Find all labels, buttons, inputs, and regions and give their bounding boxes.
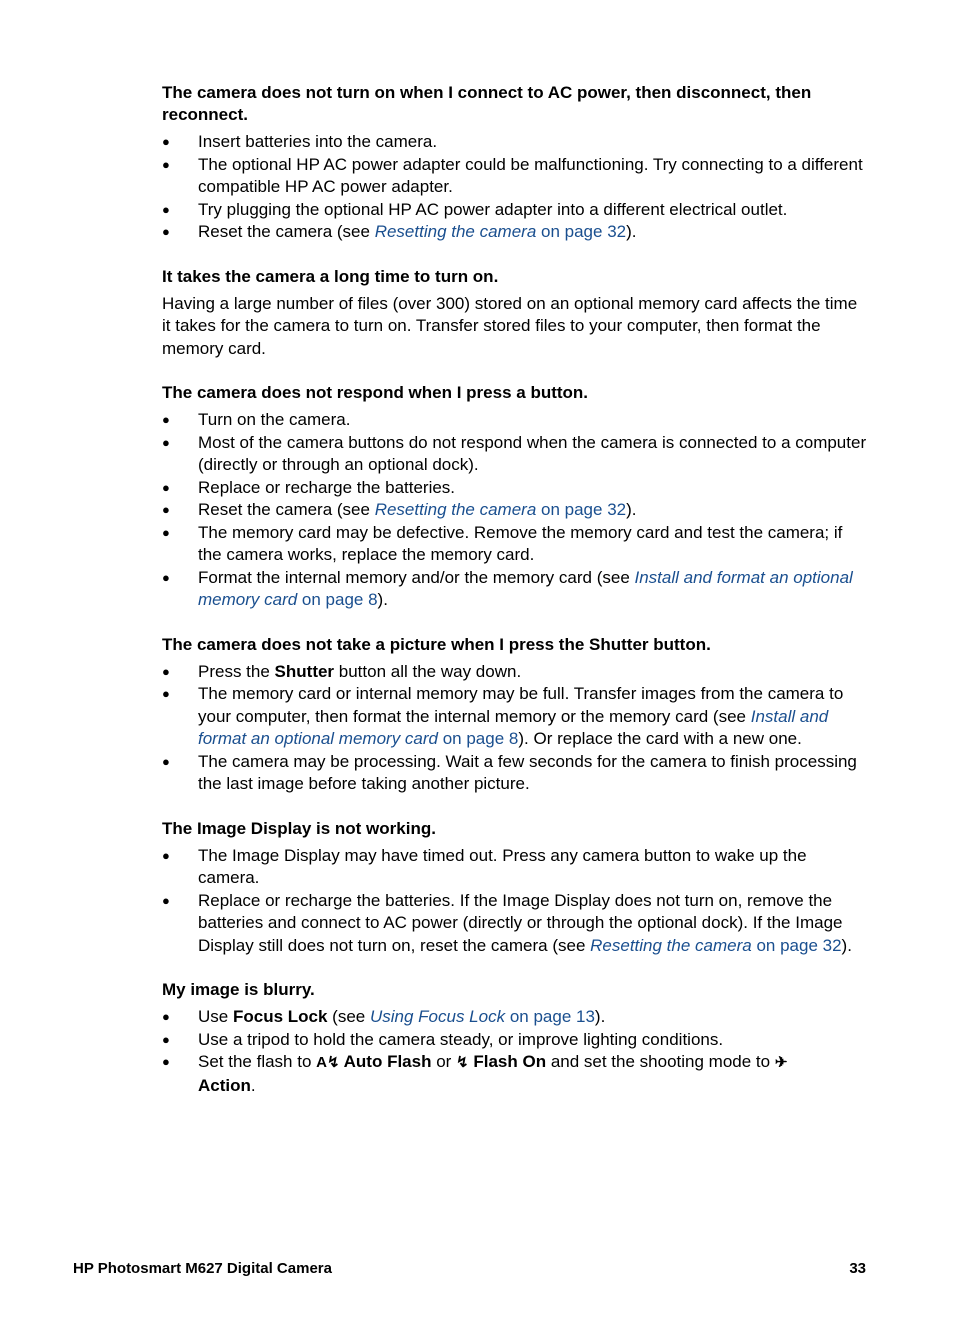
bullet-icon: ● [162, 434, 170, 450]
section-blurry-image [162, 979, 868, 1097]
bullet-icon: ● [162, 479, 170, 495]
section-no-picture [162, 634, 868, 796]
list-item: ● Most of the camera buttons do not respond when the camera is connected to a computer (directly or through an optional dock). [162, 432, 867, 474]
list-item: ● The memory card may be defective. Remove the memory card and test the camera; if the camera works, replace the memory card. [162, 522, 843, 564]
bullet-icon: ● [162, 134, 170, 149]
bullet-list [162, 131, 868, 244]
bullet-list [162, 661, 868, 796]
page-content [162, 82, 868, 1119]
footer-title: HP Photosmart M627 Digital Camera [73, 1260, 332, 1277]
list-item: ● Use a tripod to hold the camera steady, or improve lighting conditions. [162, 1029, 868, 1052]
install-format-card-link[interactable]: Install and format an optional memory card on page 8 [198, 567, 853, 609]
bullet-list [162, 845, 868, 958]
bullet-icon: ● [162, 663, 170, 679]
list-item: ● The memory card or internal memory may be full. Transfer images from the camera to your computer, then format the internal memory or the memory card (see Install and format an optional memory card on page 8). Or replace the card with a new one. [162, 684, 844, 748]
list-item: ● The camera may be processing. Wait a few seconds for the camera to finish processing the last image before taking another picture. [162, 751, 857, 793]
install-format-card-link[interactable]: Install and format an optional memory card on page 8 [198, 706, 829, 748]
list-item: ● Press the Shutter button all the way down. [162, 661, 868, 684]
flash-on-icon: ↯ [456, 1054, 469, 1071]
bullet-icon: ● [162, 892, 170, 908]
bullet-icon: ● [162, 1009, 170, 1024]
section-no-button-response [162, 382, 868, 612]
list-item: ● The Image Display may have timed out. Press any camera button to wake up the camera. [162, 845, 807, 887]
page-footer [73, 1260, 866, 1277]
bullet-icon: ● [162, 412, 170, 427]
resetting-camera-link[interactable]: Resetting the camera on page 32 [374, 500, 627, 519]
list-item: ● The optional HP AC power adapter could be malfunctioning. Try connecting to a different compatible HP AC power adapter. [162, 154, 863, 196]
bullet-list [162, 1006, 868, 1097]
section-heading: The Image Display is not working. [162, 818, 436, 838]
section-ac-power [162, 82, 868, 244]
bullet-icon: ● [162, 156, 170, 172]
list-item: ● Replace or recharge the batteries. If the Image Display does not turn on, remove the batteries and connect to AC power (directly or through the optional dock). If the Image Display still does not turn on, reset the camera (see Resetting the camera on page 32). [162, 890, 852, 955]
section-slow-startup [162, 266, 868, 361]
list-item: ● Format the internal memory and/or the memory card (see Install and format an optional memory card on page 8). [162, 567, 853, 609]
resetting-camera-link[interactable]: Resetting the camera on page 32 [590, 935, 842, 955]
section-heading: The camera does not turn on when I connect to AC power, then disconnect, then reconnect. [162, 83, 812, 124]
bullet-icon: ● [162, 1054, 170, 1069]
action-mode-icon: ✈ [774, 1054, 788, 1071]
section-heading: The camera does not respond when I press a button. [162, 383, 589, 402]
list-item: ● Insert batteries into the camera. [162, 131, 868, 154]
list-item: ● Use Focus Lock (see Using Focus Lock on page 13). [162, 1006, 868, 1029]
section-paragraph: Having a large number of files (over 300) stored on an optional memory card affects the time it takes for the camera to turn on. Transfer stored files to your computer, then format the memory card. [162, 293, 858, 358]
resetting-camera-link[interactable]: Resetting the camera on page 32 [374, 222, 627, 241]
list-item: ● Reset the camera (see Resetting the camera on page 32). [162, 221, 868, 244]
list-item: ● Reset the camera (see Resetting the camera on page 32). [162, 499, 868, 522]
bullet-icon: ● [162, 569, 170, 585]
list-item: ● Try plugging the optional HP AC power adapter into a different electrical outlet. [162, 199, 868, 222]
list-item: ● Turn on the camera. [162, 409, 868, 432]
auto-flash-icon: A↯ [316, 1054, 340, 1071]
bullet-list [162, 409, 868, 612]
list-item: ● Replace or recharge the batteries. [162, 477, 868, 500]
section-heading: My image is blurry. [162, 980, 315, 999]
bullet-icon: ● [162, 847, 170, 863]
bullet-icon: ● [162, 753, 170, 769]
section-heading: The camera does not take a picture when I press the Shutter button. [162, 634, 711, 654]
bullet-icon: ● [162, 201, 170, 217]
section-heading: It takes the camera a long time to turn on. [162, 266, 499, 286]
bullet-icon: ● [162, 1031, 170, 1047]
bullet-icon: ● [162, 224, 170, 239]
bullet-icon: ● [162, 686, 170, 701]
bullet-icon: ● [162, 502, 170, 517]
bullet-icon: ● [162, 524, 170, 540]
page-number: 33 [849, 1260, 866, 1277]
section-image-display [162, 818, 868, 958]
focus-lock-link[interactable]: Using Focus Lock on page 13 [369, 1007, 595, 1026]
list-item: ● Set the flash to A↯ Auto Flash or ↯ Flash On and set the shooting mode to ✈ Action. [162, 1052, 788, 1095]
